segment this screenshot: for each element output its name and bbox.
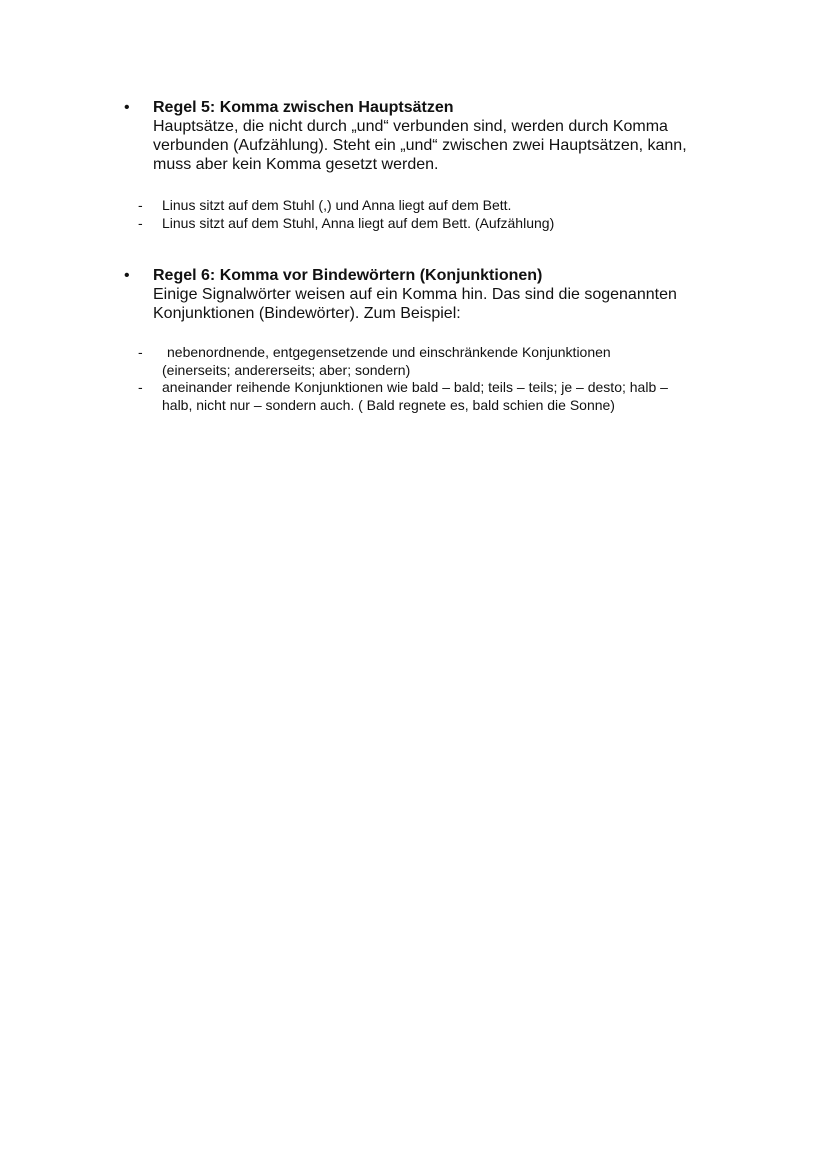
rule-5-text-line: Hauptsätze, die nicht durch „und“ verbunden sind, werden durch Komma: [153, 118, 668, 135]
rule-5-title: Regel 5: Komma zwischen Hauptsätzen: [153, 99, 454, 116]
rule-6-text-line: Einige Signalwörter weisen auf ein Komma hin. Das sind die sogenannten: [153, 286, 677, 303]
example-text-line: (einerseits; andererseits; aber; sondern): [162, 361, 411, 378]
example-item: [0, 215, 828, 233]
bullet-point: •: [124, 267, 130, 284]
example-text-line: Linus sitzt auf dem Stuhl (,) und Anna liegt auf dem Bett.: [162, 197, 512, 213]
rule-5-examples: [0, 197, 828, 232]
example-text-line: halb, nicht nur – sondern auch. ( Bald regnete es, bald schien die Sonne): [162, 396, 615, 413]
rule-5-text-line: muss aber kein Komma gesetzt werden.: [153, 156, 439, 173]
rule-5-text-line: verbunden (Aufzählung). Steht ein „und“ zwischen zwei Hauptsätzen, kann,: [153, 137, 687, 154]
dash-marker: -: [138, 379, 143, 395]
example-item: [0, 379, 828, 414]
example-item: [0, 344, 828, 379]
rule-6-text-line: Konjunktionen (Bindewörter). Zum Beispiel:: [153, 305, 461, 322]
bullet-point: •: [124, 99, 130, 116]
rule-5-body: [153, 98, 733, 174]
rule-6-body: [153, 266, 733, 323]
dash-marker: -: [138, 344, 143, 360]
example-text-line: nebenordnende, entgegensetzende und einschränkende Konjunktionen: [167, 344, 611, 360]
rule-6-examples: [0, 344, 828, 414]
dash-marker: -: [138, 214, 143, 231]
example-text-line: aneinander reihende Konjunktionen wie bald – bald; teils – teils; je – desto; halb –: [162, 379, 668, 395]
rule-6-title: Regel 6: Komma vor Bindewörtern (Konjunktionen): [153, 267, 543, 284]
example-item: [0, 197, 828, 215]
dash-marker: -: [138, 197, 143, 213]
example-text-line: Linus sitzt auf dem Stuhl, Anna liegt auf dem Bett. (Aufzählung): [162, 214, 555, 231]
